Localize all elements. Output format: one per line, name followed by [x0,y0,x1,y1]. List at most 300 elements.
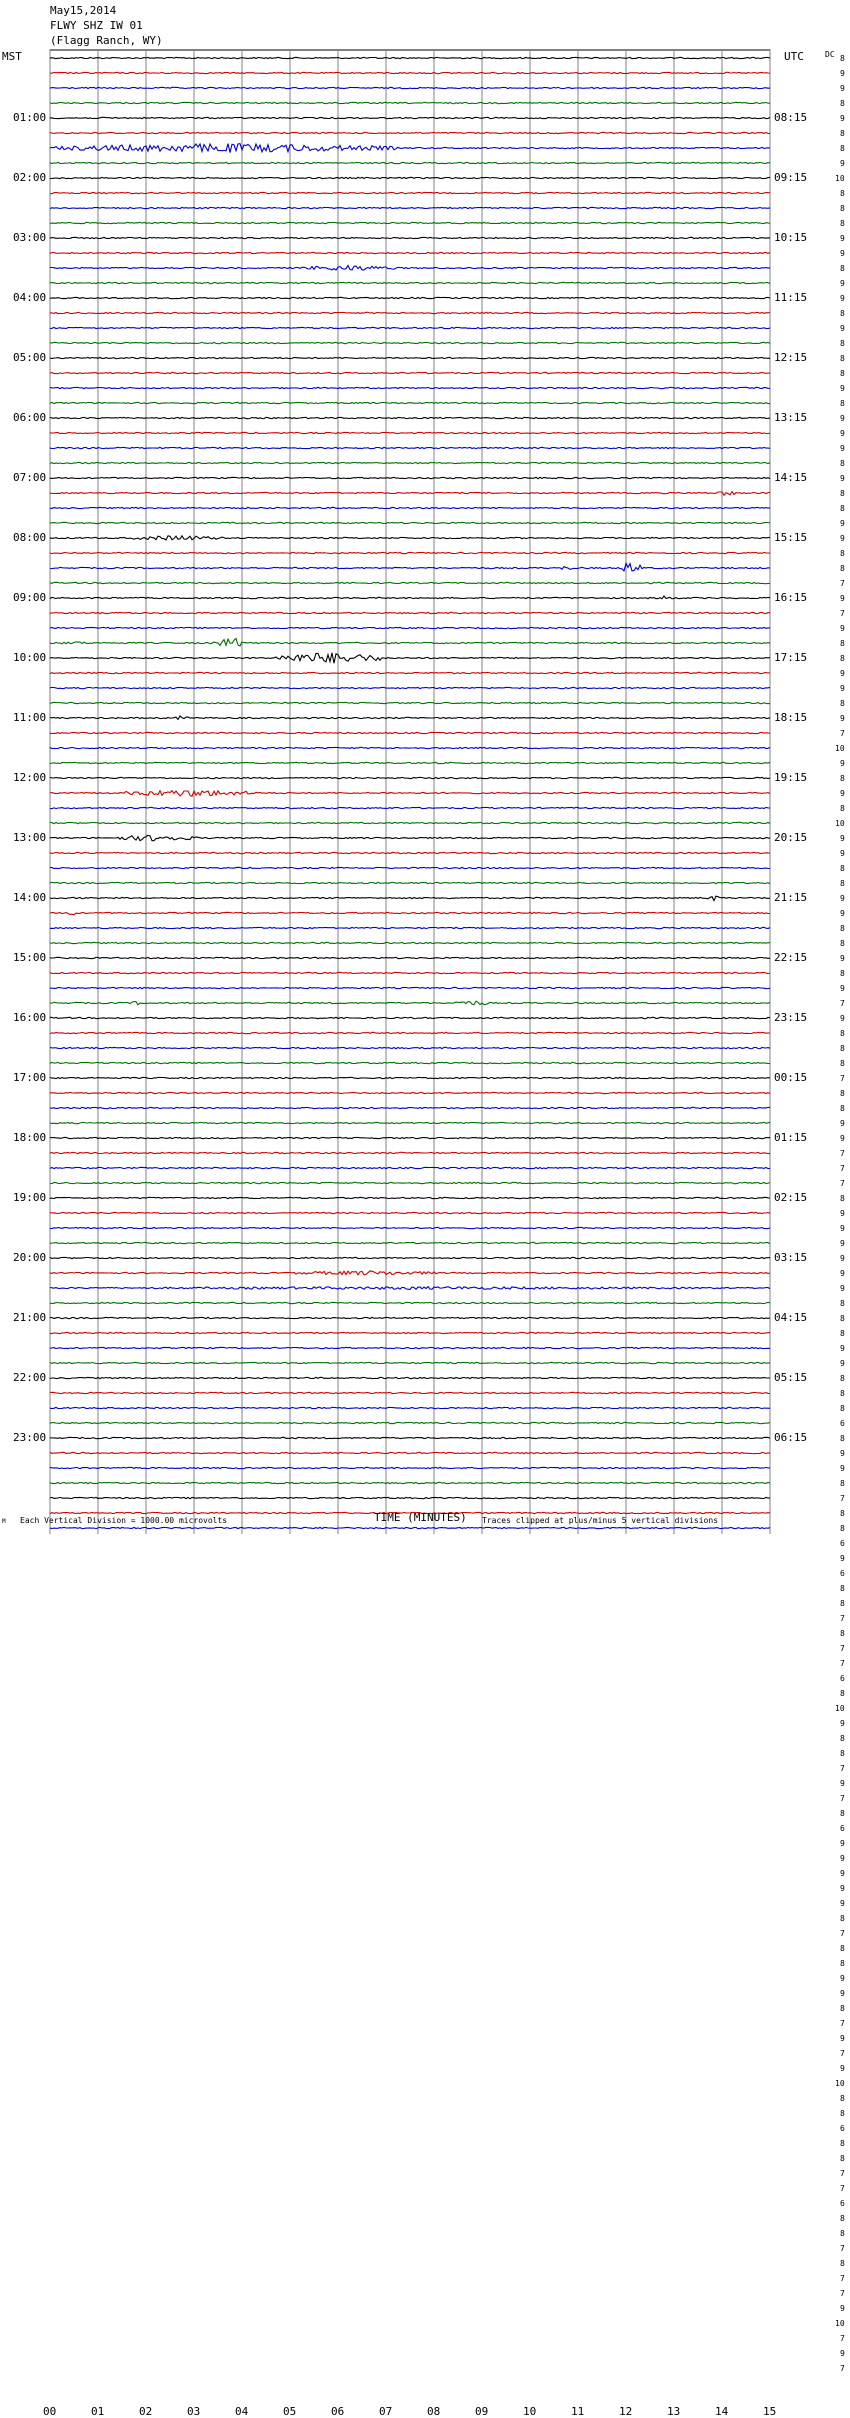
utc-hour-label: 15:15 [774,531,808,544]
dc-offset-value: 8 [840,2004,845,2013]
trace-row [50,477,770,478]
dc-offset-value: 7 [840,2019,845,2028]
dc-offset-value: 9 [840,114,845,123]
mst-hour-label: 07:00 [13,471,47,484]
dc-offset-value: 9 [840,1449,845,1458]
dc-offset-value: 8 [840,2154,845,2163]
dc-offset-value: 9 [840,849,845,858]
utc-hour-label: 12:15 [774,351,808,364]
trace-row [50,927,770,928]
dc-offset-value: 9 [840,1119,845,1128]
trace-row [50,672,770,673]
dc-offset-value: 9 [840,84,845,93]
trace-row [50,357,770,358]
mst-hour-label: 08:00 [13,531,47,544]
dc-offset-value: 9 [840,1209,845,1218]
dc-offset-value: 9 [840,324,845,333]
dc-offset-value: 7 [840,1659,845,1668]
dc-offset-value: 10 [835,174,845,183]
dc-offset-value: 8 [840,1629,845,1638]
mst-hour-label: 06:00 [13,411,47,424]
dc-offset-value: 8 [840,654,845,663]
dc-offset-value: 9 [840,1239,845,1248]
dc-offset-value: 8 [840,2259,845,2268]
dc-offset-value: 8 [840,1959,845,1968]
dc-offset-value: 8 [840,969,845,978]
dc-offset-value: 7 [840,2049,845,2058]
utc-hour-label: 01:15 [774,1131,808,1144]
dc-offset-value: 9 [840,534,845,543]
dc-offset-value: 9 [840,1779,845,1788]
trace-row [50,462,770,463]
dc-offset-value: 10 [835,744,845,753]
dc-offset-value: 9 [840,684,845,693]
dc-offset-value: 9 [840,1854,845,1863]
trace-row [50,536,770,540]
trace-row [50,144,770,153]
dc-offset-value: 9 [840,594,845,603]
dc-offset-value: 9 [840,834,845,843]
dc-offset-value: 9 [840,909,845,918]
trace-row [50,507,770,508]
dc-offset-value: 9 [840,954,845,963]
dc-offset-value: 8 [840,1059,845,1068]
mst-hour-label: 16:00 [13,1011,47,1024]
trace-row [50,132,770,133]
dc-offset-value: 6 [840,2199,845,2208]
dc-offset-value: 7 [840,2274,845,2283]
dc-offset-value: 7 [840,2364,845,2373]
dc-offset-value: 8 [840,264,845,273]
dc-offset-value: 8 [840,54,845,63]
dc-offset-value: 9 [840,2304,845,2313]
dc-offset-value: 8 [840,879,845,888]
trace-row [50,102,770,103]
dc-offset-value: 8 [840,1029,845,1038]
trace-row [50,342,770,343]
dc-offset-value: 8 [840,1089,845,1098]
dc-offset-value: 6 [840,2124,845,2133]
x-tick-label: 04 [235,2405,249,2418]
dc-offset-value: 9 [840,1839,845,1848]
dc-offset-value: 8 [840,1734,845,1743]
dc-offset-value: 8 [840,1434,845,1443]
trace-row [50,1422,770,1423]
trace-row [50,1032,770,1033]
dc-offset-value: 9 [840,1359,845,1368]
trace-row [50,612,770,613]
dc-offset-value: 7 [840,2244,845,2253]
dc-offset-value: 8 [840,99,845,108]
trace-row [50,762,770,763]
dc-offset-value: 7 [840,1644,845,1653]
dc-offset-value: 8 [840,1599,845,1608]
x-tick-label: 05 [283,2405,297,2418]
trace-row [50,912,770,915]
dc-offset-value: 8 [840,399,845,408]
dc-offset-value: 9 [840,159,845,168]
x-tick-label: 02 [139,2405,153,2418]
utc-hour-label: 20:15 [774,831,808,844]
dc-offset-value: 8 [840,189,845,198]
dc-offset-value: 9 [840,279,845,288]
dc-offset-value: 7 [840,1794,845,1803]
mst-hour-label: 17:00 [13,1071,47,1084]
trace-row [50,732,770,733]
dc-offset-value: 8 [840,1584,845,1593]
x-tick-label: 09 [475,2405,489,2418]
trace-row [50,582,770,583]
corner-mark: M [2,1518,6,1525]
trace-row [50,266,770,271]
mst-hour-label: 12:00 [13,771,47,784]
dc-offset-value: 9 [840,1014,845,1023]
dc-offset-value: 7 [840,1764,845,1773]
dc-offset-value: 7 [840,609,845,618]
trace-row [50,57,770,58]
trace-row [50,1017,770,1018]
trace-row [50,327,770,328]
dc-offset-value: 9 [840,249,845,258]
trace-row [50,1227,770,1228]
trace-row [50,896,770,900]
utc-hour-label: 06:15 [774,1431,808,1444]
mst-hour-label: 19:00 [13,1191,47,1204]
trace-row [50,1047,770,1048]
dc-offset-value: 6 [840,1539,845,1548]
trace-row [50,596,770,599]
dc-offset-value: 8 [840,1809,845,1818]
mst-hour-label: 21:00 [13,1311,47,1324]
dc-offset-value: 9 [840,1719,845,1728]
trace-row [50,237,770,238]
scale-note: Each Vertical Division = 1000.00 microvolts [20,1516,228,1525]
dc-offset-value: 8 [840,489,845,498]
dc-offset-value: 8 [840,1374,845,1383]
x-tick-label: 07 [379,2405,393,2418]
x-tick-label: 01 [91,2405,105,2418]
trace-row [50,207,770,208]
dc-offset-value: 9 [840,984,845,993]
trace-row [50,1271,770,1275]
dc-offset-value: 8 [840,354,845,363]
trace-row [50,1077,770,1078]
trace-row [50,1407,770,1408]
location-label: (Flagg Ranch, WY) [50,34,163,47]
trace-row [50,882,770,883]
trace-row [50,117,770,118]
trace-row [50,372,770,373]
trace-row [50,777,770,778]
dc-offset-value: 9 [840,2064,845,2073]
dc-offset-value: 8 [840,924,845,933]
trace-row [50,807,770,808]
dc-offset-value: 10 [835,2319,845,2328]
dc-offset-value: 8 [840,804,845,813]
dc-offset-value: 7 [840,1179,845,1188]
mst-hour-label: 18:00 [13,1131,47,1144]
dc-offset-value: 9 [840,1974,845,1983]
dc-offset-value: 10 [835,1704,845,1713]
trace-row [50,1347,770,1348]
dc-offset-value: 10 [835,2079,845,2088]
trace-row [50,987,770,988]
trace-row [50,177,770,178]
trace-row [50,702,770,703]
trace-row [50,1482,770,1483]
utc-hour-label: 05:15 [774,1371,808,1384]
dc-offset-value: 8 [840,774,845,783]
dc-offset-value: 9 [840,789,845,798]
utc-hour-label: 09:15 [774,171,808,184]
mst-hour-label: 22:00 [13,1371,47,1384]
dc-offset-value: 8 [840,459,845,468]
dc-offset-value: 9 [840,1884,845,1893]
dc-offset-value: 8 [840,1389,845,1398]
dc-offset-value: 8 [840,219,845,228]
trace-row [50,1197,770,1198]
x-tick-label: 08 [427,2405,441,2418]
trace-row [50,1212,770,1213]
dc-offset-value: 8 [840,1404,845,1413]
dc-offset-value: 9 [840,894,845,903]
dc-offset-value: 9 [840,1134,845,1143]
trace-row [50,297,770,298]
utc-hour-label: 14:15 [774,471,808,484]
trace-row [50,1001,770,1005]
trace-row [50,282,770,283]
utc-hour-label: 16:15 [774,591,808,604]
trace-row [50,653,770,664]
mst-hour-label: 15:00 [13,951,47,964]
dc-offset-value: 8 [840,2139,845,2148]
utc-hour-label: 02:15 [774,1191,808,1204]
trace-row [50,1392,770,1393]
dc-offset-value: 8 [840,1299,845,1308]
trace-row [50,835,770,840]
dc-offset-value: 10 [835,819,845,828]
dc-offset-value: 8 [840,2214,845,2223]
mst-hour-label: 11:00 [13,711,47,724]
trace-row [50,87,770,88]
x-tick-label: 11 [571,2405,585,2418]
dc-offset-value: 8 [840,939,845,948]
dc-offset-value: 9 [840,69,845,78]
utc-hour-label: 22:15 [774,951,808,964]
trace-row [50,312,770,313]
mst-hour-label: 04:00 [13,291,47,304]
mst-axis-title: MST [2,50,22,63]
dc-offset-value: 8 [840,1194,845,1203]
dc-offset-value: 7 [840,1149,845,1158]
trace-row [50,1062,770,1063]
dc-offset-value: 9 [840,624,845,633]
trace-row [50,1107,770,1108]
dc-offset-value: 7 [840,1074,845,1083]
dc-offset-value: 7 [840,1164,845,1173]
mst-hour-label: 02:00 [13,171,47,184]
dc-offset-value: 9 [840,474,845,483]
utc-hour-label: 10:15 [774,231,808,244]
trace-row [50,563,770,571]
dc-offset-value: 8 [840,1329,845,1338]
trace-row [50,972,770,973]
mst-hour-label: 01:00 [13,111,47,124]
trace-row [50,522,770,523]
mst-hour-label: 09:00 [13,591,47,604]
dc-offset-value: 8 [840,864,845,873]
dc-offset-value: 9 [840,1224,845,1233]
utc-hour-label: 03:15 [774,1251,808,1264]
dc-offset-value: 9 [840,2349,845,2358]
clip-note: Traces clipped at plus/minus 5 vertical divisions [482,1516,719,1525]
dc-offset-value: 9 [840,1464,845,1473]
trace-row [50,716,770,719]
trace-row [50,162,770,163]
trace-row [50,252,770,253]
dc-offset-value: 7 [840,1494,845,1503]
utc-hour-label: 21:15 [774,891,808,904]
trace-row [50,1467,770,1468]
mst-hour-label: 13:00 [13,831,47,844]
dc-offset-value: 9 [840,1344,845,1353]
dc-offset-value: 8 [840,2229,845,2238]
utc-hour-label: 17:15 [774,651,808,664]
trace-row [50,447,770,448]
dc-offset-value: 8 [840,1944,845,1953]
dc-offset-value: 8 [840,1914,845,1923]
plot-frame [50,50,770,1534]
date-label: May15,2014 [50,4,117,17]
dc-offset-value: 8 [840,1479,845,1488]
dc-offset-value: 8 [840,369,845,378]
dc-offset-value: 8 [840,339,845,348]
trace-row [50,417,770,418]
dc-offset-value: 6 [840,1674,845,1683]
trace-row [50,1497,770,1498]
dc-offset-value: 9 [840,1284,845,1293]
x-tick-label: 14 [715,2405,729,2418]
dc-offset-value: 6 [840,1824,845,1833]
trace-row [50,387,770,388]
dc-offset-value: 8 [840,504,845,513]
trace-row [50,1152,770,1153]
trace-row [50,1377,770,1378]
dc-offset-value: 8 [840,129,845,138]
utc-hour-label: 04:15 [774,1311,808,1324]
trace-row [50,1437,770,1438]
dc-offset-value: 9 [840,1254,845,1263]
dc-offset-value: 9 [840,444,845,453]
dc-offset-value: 9 [840,519,845,528]
dc-offset-value: 7 [840,729,845,738]
dc-offset-value: 9 [840,1869,845,1878]
dc-offset-value: 9 [840,414,845,423]
utc-axis-title: UTC [784,50,804,63]
dc-offset-value: 9 [840,759,845,768]
trace-row [50,492,770,496]
dc-offset-value: 9 [840,429,845,438]
dc-label: DC [825,50,835,59]
trace-row [50,852,770,853]
trace-row [50,639,770,647]
x-tick-label: 00 [43,2405,57,2418]
x-axis-title: TIME (MINUTES) [374,1511,467,1524]
trace-row [50,402,770,403]
dc-offset-value: 8 [840,2094,845,2103]
dc-offset-value: 7 [840,2169,845,2178]
dc-offset-value: 7 [840,1614,845,1623]
dc-offset-value: 8 [840,1749,845,1758]
utc-hour-label: 13:15 [774,411,808,424]
trace-row [50,1317,770,1318]
trace-row [50,72,770,73]
utc-hour-label: 00:15 [774,1071,808,1084]
mst-hour-label: 03:00 [13,231,47,244]
dc-offset-value: 8 [840,1524,845,1533]
dc-offset-value: 9 [840,714,845,723]
trace-row [50,1137,770,1138]
trace-row [50,791,770,797]
trace-row [50,687,770,688]
dc-offset-value: 9 [840,1554,845,1563]
trace-row [50,1242,770,1243]
dc-offset-value: 8 [840,1509,845,1518]
utc-hour-label: 23:15 [774,1011,808,1024]
trace-row [50,1122,770,1123]
dc-offset-value: 9 [840,1989,845,1998]
dc-offset-value: 8 [840,639,845,648]
x-tick-label: 10 [523,2405,537,2418]
mst-hour-label: 05:00 [13,351,47,364]
dc-offset-value: 7 [840,1929,845,1938]
dc-offset-value: 8 [840,1044,845,1053]
trace-row [50,747,770,748]
dc-offset-value: 6 [840,1569,845,1578]
trace-row [50,1092,770,1093]
dc-offset-value: 7 [840,2334,845,2343]
dc-offset-value: 8 [840,2109,845,2118]
trace-row [50,627,770,628]
dc-offset-value: 9 [840,2034,845,2043]
dc-offset-value: 8 [840,549,845,558]
dc-offset-value: 7 [840,2184,845,2193]
x-tick-label: 15 [763,2405,777,2418]
trace-row [50,222,770,223]
dc-offset-value: 9 [840,1899,845,1908]
trace-row [50,1527,770,1528]
trace-row [50,1452,770,1453]
dc-offset-value: 7 [840,2289,845,2298]
station-label: FLWY SHZ IW 01 [50,19,143,32]
trace-row [50,1287,770,1290]
trace-row [50,822,770,823]
dc-offset-value: 8 [840,144,845,153]
trace-row [50,1332,770,1333]
dc-offset-value: 9 [840,294,845,303]
trace-row [50,1257,770,1258]
mst-hour-label: 10:00 [13,651,47,664]
trace-row [50,957,770,958]
dc-offset-value: 9 [840,669,845,678]
utc-hour-label: 19:15 [774,771,808,784]
trace-row [50,867,770,868]
dc-offset-value: 8 [840,564,845,573]
x-tick-label: 13 [667,2405,681,2418]
mst-hour-label: 23:00 [13,1431,47,1444]
dc-offset-value: 8 [840,309,845,318]
dc-offset-value: 7 [840,999,845,1008]
